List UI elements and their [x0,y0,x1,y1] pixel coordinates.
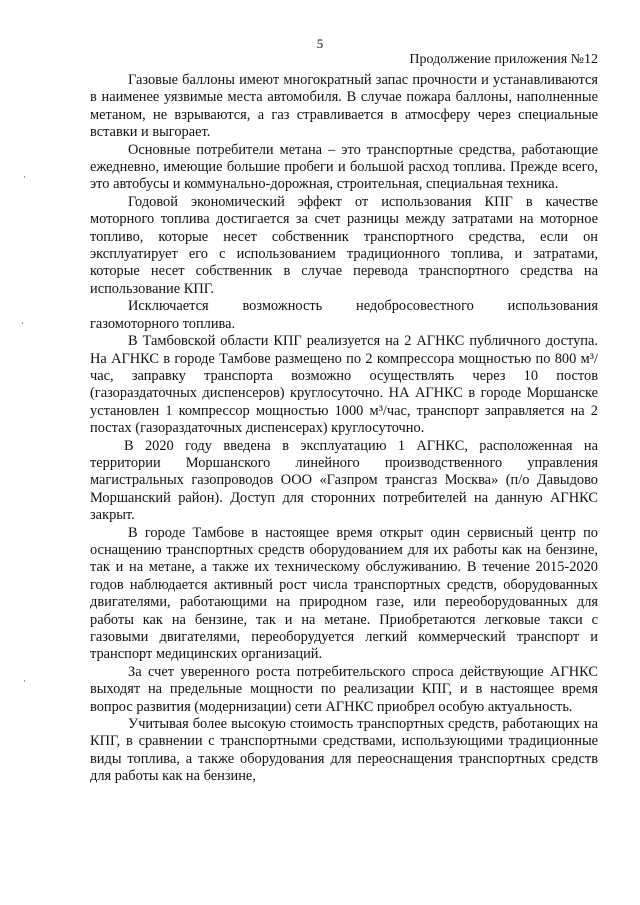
document-body [90,72,598,786]
paragraph-gas-cylinders: Газовые баллоны имеют многократный запас прочности и устанавливаются в наименее уязвимые места автомобиля. В случае пожара баллоны, наполненные метаном, не взрываются, а газ стравливается в атмосферу через специальные вставки и выгорает. [90,72,598,141]
page-number: 5 [316,36,324,51]
paragraph-tambov-region: В Тамбовской области КПГ реализуется на 2 АГНКС публичного доступа. На АГНКС в городе Тамбове размещено по 2 компрессора мощностью по 800 м³/час, заправку транспорта возможно осуществлять через 10 постов (газораздаточных диспенсеров) круглосуточно. НА АГНКС в городе Моршанске установлен 1 компрессор мощностью 1000 м³/час, транспорт заправляется на 2 постах (газораздаточных диспенсерах) круглосуточно. [90,333,598,437]
paragraph-higher-cost: Учитывая более высокую стоимость транспортных средств, работающих на КПГ, в сравнении с транспортными средствами, использующими традиционные виды топлива, а также оборудования для переоснащения транспортных средств для работы как на бензине, [90,716,598,785]
paragraph-2020-station: В 2020 году введена в эксплуатацию 1 АГНКС, расположенная на территории Моршанского линейного производственного управления магистральных газопроводов ООО «Газпром трансгаз Москва» (п/о Давыдово Моршанский район). Доступ для сторонних потребителей на данную АГНКС закрыт. [90,437,598,524]
appendix-note: Продолжение приложения №12 [409,52,598,67]
margin-scan-mark [22,322,23,324]
paragraph-methane-consumers: Основные потребители метана – это транспортные средства, работающие ежедневно, имеющие большие пробеги и большой расход топлива. Прежде всего, это автобусы и коммунально-дорожная, строительная, специальная техника. [90,141,598,193]
paragraph-demand-growth: За счет уверенного роста потребительского спроса действующие АГНКС выходят на предельные мощности по реализации КПГ, и в настоящее время вопрос развития (модернизации) сети АГНКС приобрел особую актуальность. [90,663,598,715]
paragraph-exclusion: Исключается возможность недобросовестного использования газомоторного топлива. [90,298,598,332]
paragraph-economic-effect: Годовой экономический эффект от использования КПГ в качестве моторного топлива достигается за счет разницы между затратами на моторное топливо, которые несет собственник транспортного средства, если он эксплуатирует его с использованием традиционного топлива, и затратами, которые несет собственник в случае перевода транспортного средства на использование КПГ. [90,193,598,297]
paragraph-service-center: В городе Тамбове в настоящее время открыт один сервисный центр по оснащению транспортных средств оборудованием для их работы как на бензине, так и на метане, а также их техническому обслуживанию. В течение 2015-2020 годов наблюдается активный рост числа транспортных средств, оборудованных двигателями, работающими на природном газе, или переоборудованных для работы как на бензине, так и на метане. Приобретаются легковые такси с газовыми двигателями, переоборудуется легкий коммерческий транспорт и транспорт медицинских организаций. [90,524,598,663]
margin-scan-mark [24,680,25,682]
margin-scan-mark [24,176,25,178]
